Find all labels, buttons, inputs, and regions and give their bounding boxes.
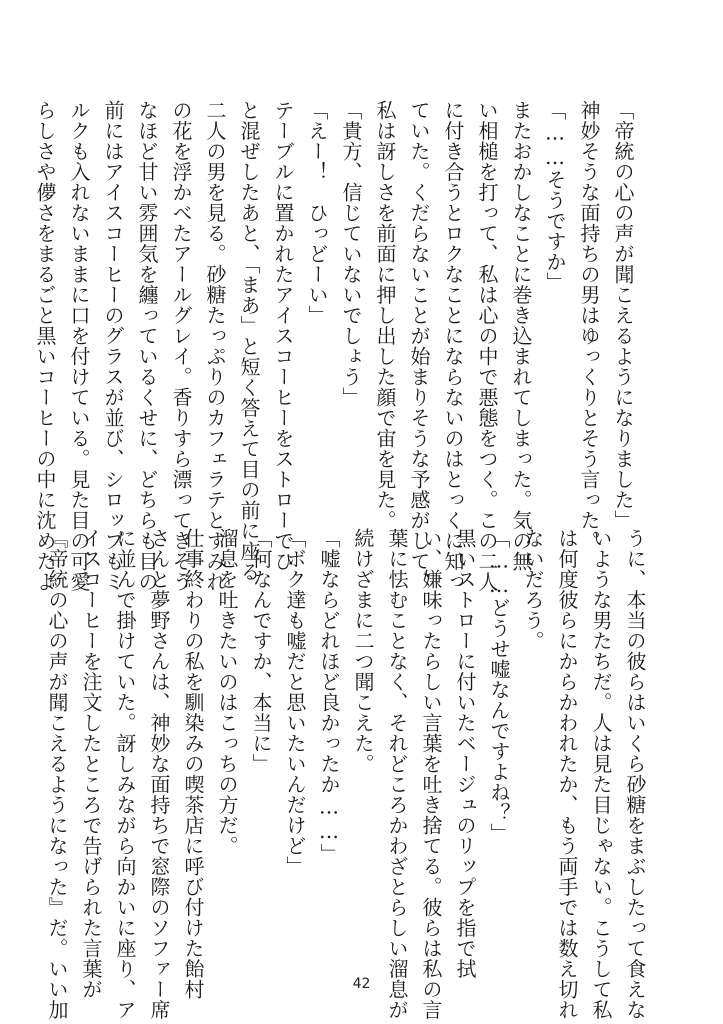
- text-line: またおかしなことに巻き込まれてしまった。気の無: [509, 100, 533, 572]
- text-line: テーブルに置かれたアイスコーヒーをストローでひ: [271, 100, 295, 572]
- page-number: 42: [352, 976, 371, 992]
- text-line: に付き合うとロクなことにならないのはとっくに知っ: [441, 100, 465, 592]
- text-line: 黒いストローに付いたベージュのリップを指で拭: [453, 528, 477, 979]
- text-line: 「何なんですか、本当に」: [249, 528, 273, 774]
- text-line: は何度彼らにからかわれたか、もう両手では数え切れ: [555, 528, 579, 1020]
- text-line: ないだろう。: [521, 528, 545, 651]
- text-line: 『帝統の心の声が聞こえるようになった』だ。いい加: [45, 528, 69, 1020]
- text-line: に並んで掛けていた。訝しみながら向かいに座り、ア: [113, 528, 137, 1020]
- text-line: 「……そうですか」: [543, 100, 567, 293]
- text-line: 「帝統の心の声が聞こえるようになりました」: [611, 100, 635, 531]
- text-line: 「えー！ ひっどーい」: [305, 100, 329, 326]
- text-line: イスコーヒーを注文したところで告げられた言葉が: [79, 528, 103, 1000]
- text-line: 神妙そうな面持ちの男はゆっくりとそう言った。: [577, 100, 601, 551]
- text-line: ルクも入れないままに口を付けている。見た目の可愛: [67, 100, 91, 592]
- text-line: うに、本当の彼らはいくら砂糖をまぶしたって食えな: [623, 528, 647, 1020]
- text-line: 前にはアイスコーヒーのグラスが並び、シロップもミ: [101, 100, 125, 592]
- text-line: さんと夢野さんは、神妙な面持ちで窓際のソファー席: [147, 528, 171, 1020]
- text-line: 溜息を吐きたいのはこっちの方だ。: [215, 528, 239, 856]
- text-line: 私は訝しさを前面に押し出した顔で宙を見た。: [373, 100, 397, 531]
- text-line: らしさや儚さをまるごと黒いコーヒーの中に沈めたよ: [33, 100, 57, 592]
- text-line: の花を浮かべたアールグレイ。香りすら漂ってきそう: [169, 100, 193, 592]
- text-line: 続けざまに二つ聞こえた。: [351, 528, 375, 774]
- text-line: い相槌を打って、私は心の中で悪態をつく。この二人: [475, 100, 499, 592]
- text-line: ていた。くだらないことが始まりそうな予感がして、: [407, 100, 431, 592]
- text-line: 仕事終わりの私を馴染みの喫茶店に呼び付けた飴村: [181, 528, 205, 1000]
- text-line: なほど甘い雰囲気を纏っているくせに、どちらも目の: [135, 100, 159, 592]
- text-line: 「ボク達も嘘だと思いたいんだけど」: [283, 528, 307, 877]
- text-line: と混ぜしたあと、「まあ」と短く答えて目の前に座る: [237, 100, 261, 582]
- text-line: 二人の男を見る。砂糖たっぷりのカフェラテとすみれ: [203, 100, 227, 592]
- text-line: 葉に怯むことなく、それどころかわざとらしい溜息が: [385, 528, 409, 1020]
- text-line: 「……どうせ嘘なんですよね？」: [487, 528, 511, 844]
- text-line: 「貴方、信じていないでしょう」: [339, 100, 363, 408]
- text-line: い、嫌味ったらしい言葉を吐き捨てる。彼らは私の言: [419, 528, 443, 1020]
- text-line: 「嘘ならどれほど良かったか……」: [317, 528, 341, 864]
- text-line: いような男たちだ。人は見た目じゃない。こうして私: [589, 528, 613, 1020]
